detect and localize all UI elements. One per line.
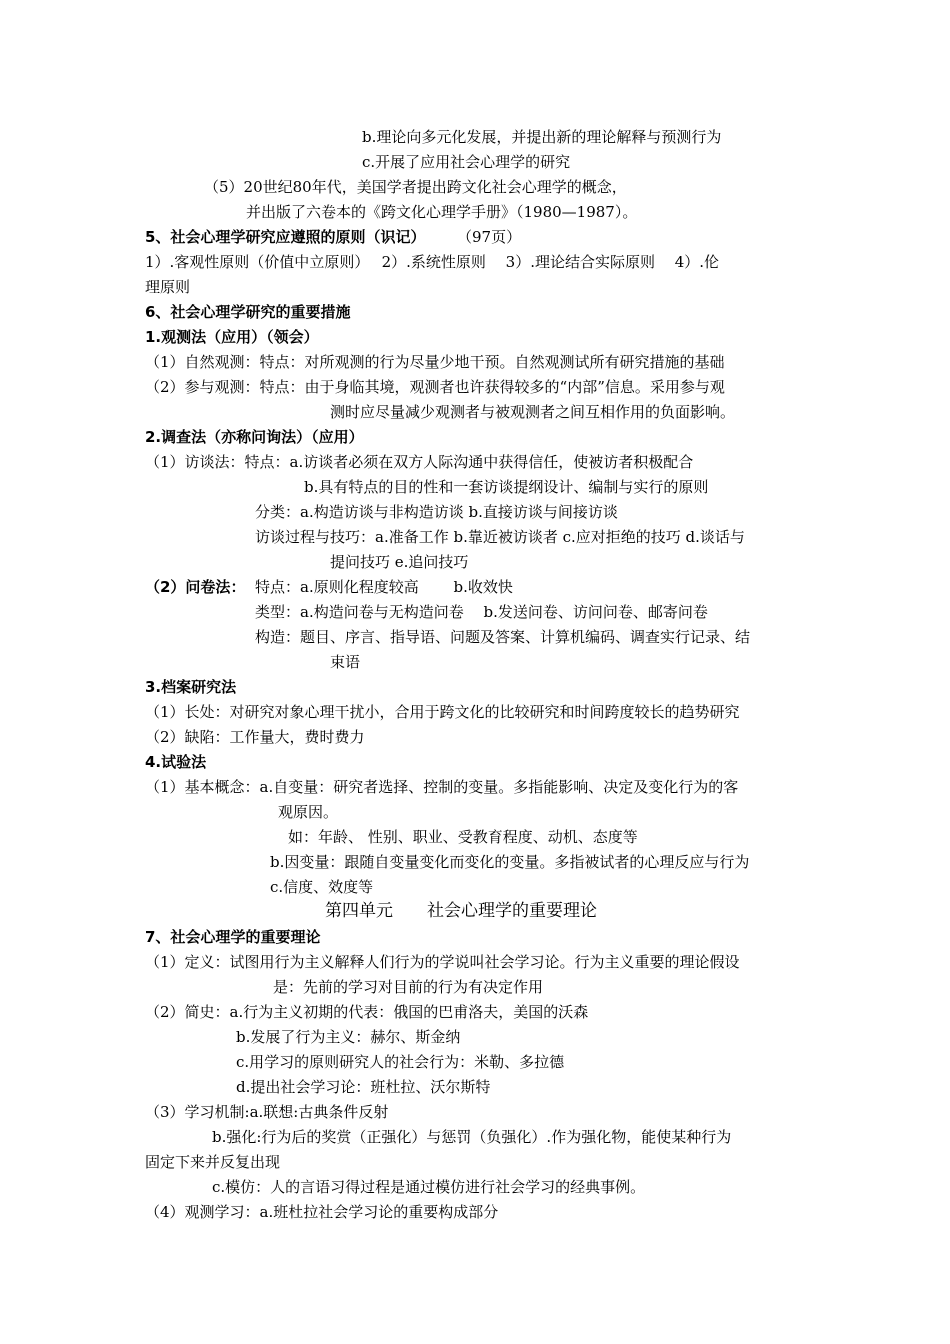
subsection-heading: 4.试验法 bbox=[145, 753, 207, 771]
subsection-heading: 3.档案研究法 bbox=[145, 678, 237, 696]
item-label: （2）问卷法： bbox=[145, 578, 246, 596]
text-line: b.发展了行为主义：赫尔、斯金纳 bbox=[236, 1028, 461, 1046]
text-line: 固定下来并反复出现 bbox=[145, 1153, 281, 1171]
text-line: （4）观测学习：a.班杜拉社会学习论的重要构成部分 bbox=[145, 1203, 499, 1221]
text-line: （1）定义：试图用行为主义解释人们行为的学说叫社会学习论。行为主义重要的理论假设 bbox=[145, 953, 740, 971]
text-line: （2）简史：a.行为主义初期的代表：俄国的巴甫洛夫，美国的沃森 bbox=[145, 1003, 589, 1021]
text-line: （1）自然观测：特点：对所观测的行为尽量少地干预。自然观测试所有研究措施的基础 bbox=[145, 353, 725, 371]
section-heading: 7、社会心理学的重要理论 bbox=[145, 928, 321, 946]
text-line: c.模仿：人的言语习得过程是通过模仿进行社会学习的经典事例。 bbox=[212, 1178, 646, 1196]
text-line: 理原则 bbox=[145, 278, 191, 296]
subsection-heading: 1.观测法（应用）（领会） bbox=[145, 328, 319, 346]
text-line: b.具有特点的目的性和一套访谈提纲设计、编制与实行的原则 bbox=[304, 478, 709, 496]
text-line: 束语 bbox=[330, 653, 361, 671]
unit-title: 第四单元 社会心理学的重要理论 bbox=[325, 901, 597, 921]
text-line: c.用学习的原则研究人的社会行为：米勒、多拉德 bbox=[236, 1053, 565, 1071]
text-line: c.信度、效度等 bbox=[270, 878, 374, 896]
subsection-heading: 2.调查法（亦称问询法）（应用） bbox=[145, 428, 364, 446]
text-line: 1）.客观性原则（价值中立原则） 2）.系统性原则 3）.理论结合实际原则 4）.伦 bbox=[145, 253, 720, 271]
text-line: （5）20世纪80年代，美国学者提出跨文化社会心理学的概念， bbox=[204, 178, 627, 196]
text-line: 类型：a.构造问卷与无构造问卷 b.发送问卷、访问问卷、邮寄问卷 bbox=[255, 603, 708, 621]
text-line: （2）参与观测：特点：由于身临其境，观测者也许获得较多的“内部”信息。采用参与观 bbox=[145, 378, 725, 396]
text-line: 构造：题目、序言、指导语、问题及答案、计算机编码、调查实行记录、结 bbox=[255, 628, 751, 646]
text-line: d.提出社会学习论：班杜拉、沃尔斯特 bbox=[236, 1078, 491, 1096]
text-line: （97页） bbox=[457, 228, 522, 246]
section-heading: 6、社会心理学研究的重要措施 bbox=[145, 303, 351, 321]
text-line: （1）长处：对研究对象心理干扰小，合用于跨文化的比较研究和时间跨度较长的趋势研究 bbox=[145, 703, 740, 721]
text-line: （1）基本概念：a.自变量：研究者选择、控制的变量。多指能影响、决定及变化行为的客 bbox=[145, 778, 739, 796]
text-line: 访谈过程与技巧：a.准备工作 b.靠近被访谈者 c.应对拒绝的技巧 d.谈话与 bbox=[255, 528, 745, 546]
text-line: 测时应尽量减少观测者与被观测者之间互相作用的负面影响。 bbox=[330, 403, 736, 421]
text-line: 观原因。 bbox=[278, 803, 339, 821]
text-line: 提问技巧 e.追问技巧 bbox=[330, 553, 469, 571]
text-line: c.开展了应用社会心理学的研究 bbox=[362, 153, 571, 171]
text-line: （2）缺陷：工作量大，费时费力 bbox=[145, 728, 365, 746]
text-line: （1）访谈法：特点：a.访谈者必须在双方人际沟通中获得信任，使被访者积极配合 bbox=[145, 453, 694, 471]
text-line: 是：先前的学习对目前的行为有决定作用 bbox=[273, 978, 544, 996]
section-heading: 5、社会心理学研究应遵照的原则（识记） bbox=[145, 228, 426, 246]
text-line: b.因变量：跟随自变量变化而变化的变量。多指被试者的心理反应与行为 bbox=[270, 853, 750, 871]
text-line: b.理论向多元化发展，并提出新的理论解释与预测行为 bbox=[362, 128, 722, 146]
text-line: 并出版了六卷本的《跨文化心理学手册》（1980—1987）。 bbox=[246, 203, 638, 221]
text-line: 如：年龄、 性别、职业、受教育程度、动机、态度等 bbox=[288, 828, 638, 846]
text-line: （3）学习机制:a.联想:古典条件反射 bbox=[145, 1103, 389, 1121]
text-line: b.强化:行为后的奖赏（正强化）与惩罚（负强化）.作为强化物，能使某种行为 bbox=[212, 1128, 732, 1146]
text-line: 分类：a.构造访谈与非构造访谈 b.直接访谈与间接访谈 bbox=[255, 503, 618, 521]
text-line: 特点：a.原则化程度较高 b.收效快 bbox=[255, 578, 513, 596]
